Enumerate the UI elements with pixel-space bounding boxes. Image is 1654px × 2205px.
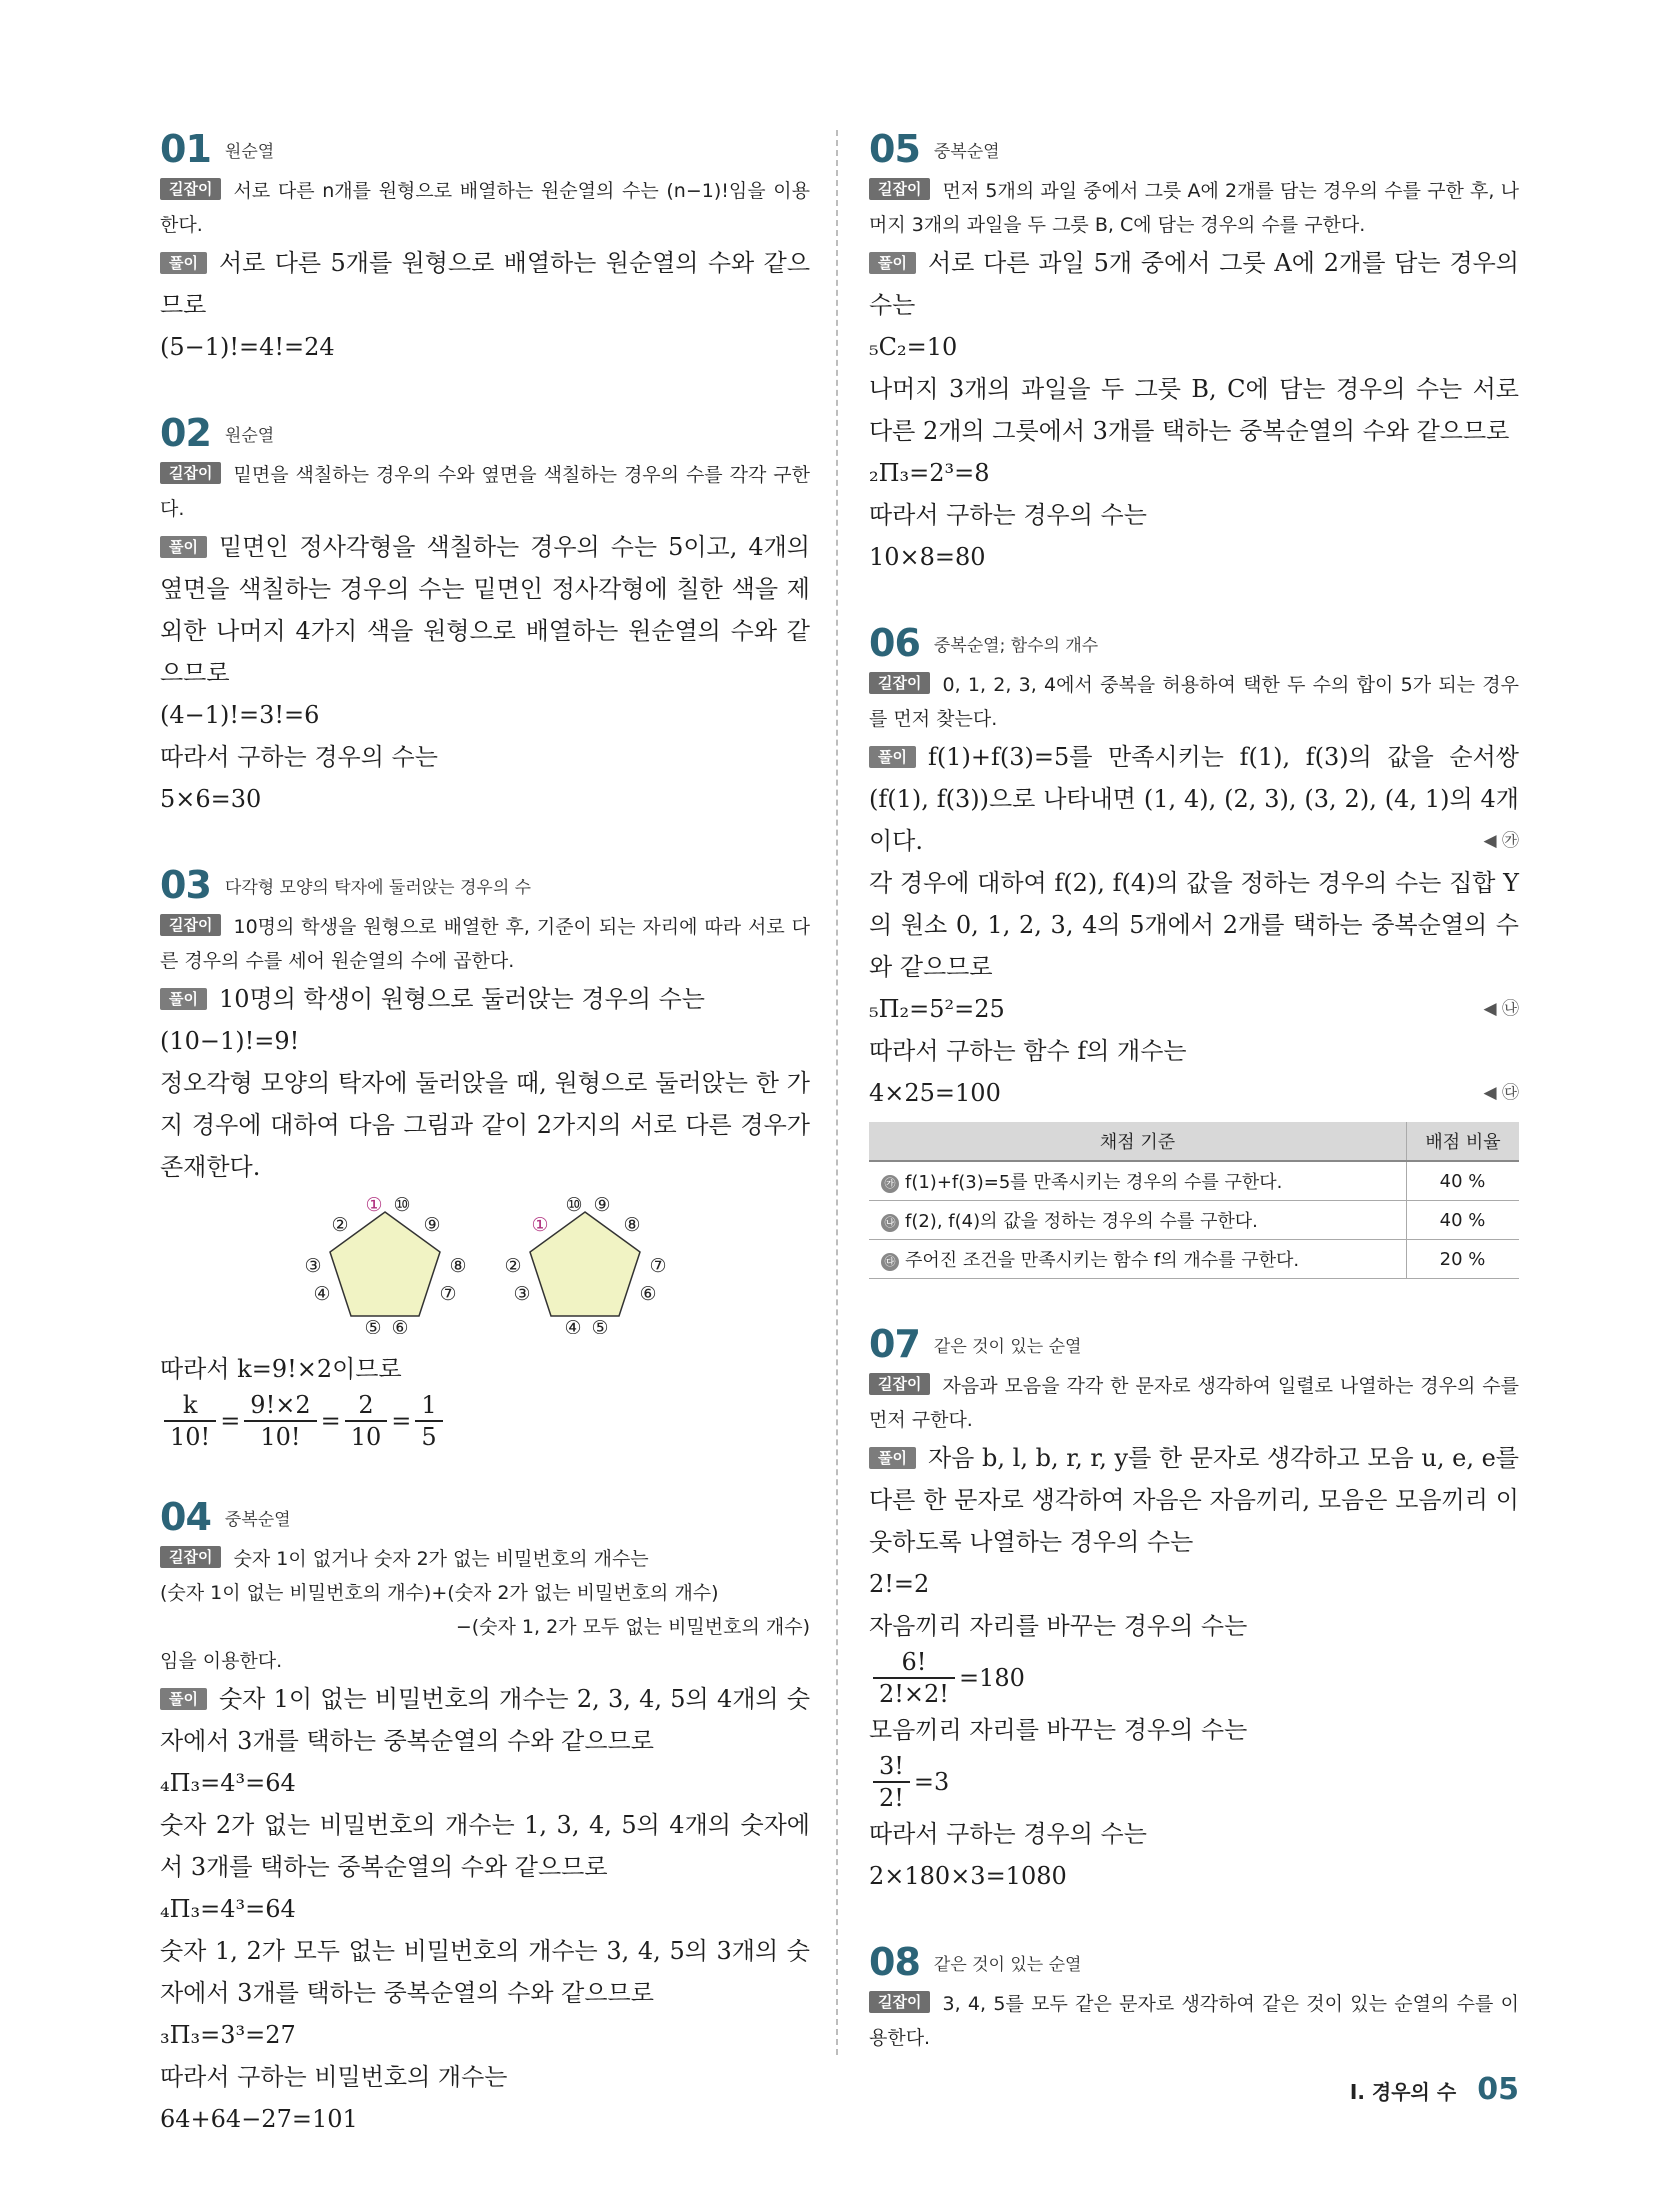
problem-topic: 중복순열; 함수의 개수 xyxy=(933,636,1099,656)
problem-08 xyxy=(869,1941,1519,2055)
table-header: 채점 기준 xyxy=(869,1122,1407,1161)
problem-06 xyxy=(869,622,1519,1279)
hint-label: 길잡이 xyxy=(869,1373,930,1395)
problem-number: 06 xyxy=(869,621,920,665)
hint-text: 길잡이 0, 1, 2, 3, 4에서 중복을 허용하여 택한 두 수의 합이 5가 되는 경우를 먼저 찾는다. xyxy=(869,674,1519,730)
problem-05 xyxy=(869,128,1519,578)
solution-label: 풀이 xyxy=(160,988,207,1010)
solution-text: 따라서 구하는 경우의 수는 xyxy=(869,1820,1147,1848)
pentagon-figure-1 xyxy=(300,1194,470,1334)
problem-02 xyxy=(160,412,810,820)
seat-label: ① xyxy=(365,1194,383,1216)
equation: (10−1)!=9! xyxy=(160,1027,300,1055)
fraction-equation: $\frac{6!}{2!\times 2!}$ =180 xyxy=(869,1647,1519,1709)
pentagon-figures xyxy=(160,1194,810,1334)
solution-text: 따라서 구하는 경우의 수는 xyxy=(160,743,438,771)
solution-label: 풀이 xyxy=(869,1447,916,1469)
page-number: 05 xyxy=(1477,2072,1519,2107)
right-column xyxy=(869,128,1519,2099)
solution-text: 정오각형 모양의 탁자에 둘러앉을 때, 원형으로 둘러앉는 한 가지 경우에 대하여 다음 그림과 같이 2가지의 서로 다른 경우가 존재한다. xyxy=(160,1069,810,1181)
solution-text: 풀이 서로 다른 과일 5개 중에서 그릇 A에 2개를 담는 경우의 수는 xyxy=(869,249,1519,319)
solution-text: 자음끼리 자리를 바꾸는 경우의 수는 xyxy=(869,1612,1248,1640)
hint-label: 길잡이 xyxy=(160,462,221,484)
hint-text: 길잡이 서로 다른 n개를 원형으로 배열하는 원순열의 수는 (n−1)!임을 이용한다. xyxy=(160,180,810,236)
hint-text: −(숫자 1, 2가 모두 없는 비밀번호의 개수) xyxy=(455,1616,810,1638)
equation: 10×8=80 xyxy=(869,543,986,571)
solution-text: 모음끼리 자리를 바꾸는 경우의 수는 xyxy=(869,1716,1248,1744)
hint-label: 길잡이 xyxy=(869,1991,930,2013)
problem-number: 03 xyxy=(160,863,211,907)
hint-label: 길잡이 xyxy=(869,672,930,694)
seat-label: ⑤ xyxy=(364,1317,382,1334)
solution-text: 풀이 10명의 학생이 원형으로 둘러앉는 경우의 수는 xyxy=(160,978,810,1020)
page-footer xyxy=(1350,2072,1519,2107)
problem-03 xyxy=(160,864,810,1452)
equation: 2!=2 xyxy=(869,1570,930,1598)
solution-text: 숫자 1, 2가 모두 없는 비밀번호의 개수는 3, 4, 5의 3개의 숫자에서 3개를 택하는 중복순열의 수와 같으므로 xyxy=(160,1937,810,2007)
seat-label: ④ xyxy=(313,1283,331,1305)
seat-label: ⑨ xyxy=(423,1214,441,1236)
seat-label: ⑨ xyxy=(593,1194,611,1216)
hint-label: 길잡이 xyxy=(160,914,221,936)
problem-topic: 같은 것이 있는 순열 xyxy=(933,1337,1082,1357)
hint-text: 길잡이 먼저 5개의 과일 중에서 그릇 A에 2개를 담는 경우의 수를 구한 후, 나머지 3개의 과일을 두 그릇 B, C에 담는 경우의 수를 구한다. xyxy=(869,180,1519,236)
fraction-equation: $\frac{3!}{2!}$ =3 xyxy=(869,1751,1519,1813)
problem-topic: 같은 것이 있는 순열 xyxy=(933,1955,1082,1975)
table-header: 배점 비율 xyxy=(1407,1122,1520,1161)
step-marker: ◀ ㉯ xyxy=(1483,999,1519,1019)
equation: ₅Π₂=5²=25 ◀ ㉯ xyxy=(869,988,1519,1030)
solution-label: 풀이 xyxy=(160,1688,207,1710)
equation: 64+64−27=101 xyxy=(160,2105,358,2133)
table-row: ㉮ f(1)+f(3)=5를 만족시키는 경우의 수를 구한다. 40 % xyxy=(869,1161,1519,1201)
table-row: ㉯ f(2), f(4)의 값을 정하는 경우의 수를 구한다. 40 % xyxy=(869,1201,1519,1240)
seat-label: ⑩ xyxy=(393,1194,411,1216)
equation: 4×25=100 ◀ ㉰ xyxy=(869,1072,1519,1114)
problem-number: 02 xyxy=(160,411,211,455)
solution-text: 풀이 자음 b, l, b, r, r, y를 한 문자로 생각하고 모음 u, e, e를 다른 한 문자로 생각하여 자음은 자음끼리, 모음은 모음끼리 이웃하도록 나열하는 경우의 수는 xyxy=(869,1444,1519,1556)
solution-label: 풀이 xyxy=(869,252,916,274)
solution-label: 풀이 xyxy=(869,746,916,768)
solution-text: 풀이 f(1)+f(3)=5를 만족시키는 f(1), f(3)의 값을 순서쌍 (f(1), f(3))으로 나타내면 (1, 4), (2, 3), (3, 2), (4, 1)의 4개이다. ◀ ㉮ xyxy=(869,736,1519,862)
solution-text: 따라서 구하는 비밀번호의 개수는 xyxy=(160,2063,508,2091)
seat-label: ⑦ xyxy=(439,1283,457,1305)
equation: ₅C₂=10 xyxy=(869,333,958,361)
step-marker: ◀ ㉰ xyxy=(1483,1083,1519,1103)
hint-text: 길잡이 자음과 모음을 각각 한 문자로 생각하여 일렬로 나열하는 경우의 수를 먼저 구한다. xyxy=(869,1375,1519,1431)
seat-label: ④ xyxy=(564,1317,582,1334)
solution-text: 따라서 구하는 함수 f의 개수는 xyxy=(869,1037,1187,1065)
problem-07 xyxy=(869,1323,1519,1897)
solution-text: 풀이 밑면인 정사각형을 색칠하는 경우의 수는 5이고, 4개의 옆면을 색칠하는 경우의 수는 밑면인 정사각형에 칠한 색을 제외한 나머지 4가지 색을 원형으로 배열하는 원순열의 수와 같으므로 xyxy=(160,533,810,687)
equation: ₃Π₃=3³=27 xyxy=(160,2021,296,2049)
solution-label: 풀이 xyxy=(160,536,207,558)
seat-label: ③ xyxy=(513,1283,531,1305)
table-row: ㉰ 주어진 조건을 만족시키는 함수 f의 개수를 구한다. 20 % xyxy=(869,1240,1519,1279)
seat-label: ⑩ xyxy=(565,1194,583,1216)
hint-text: 길잡이 3, 4, 5를 모두 같은 문자로 생각하여 같은 것이 있는 순열의 수를 이용한다. xyxy=(869,1993,1519,2049)
hint-label: 길잡이 xyxy=(869,178,930,200)
seat-label: ⑦ xyxy=(649,1255,667,1277)
hint-label: 길잡이 xyxy=(160,178,221,200)
hint-text: 길잡이 밑면을 색칠하는 경우의 수와 옆면을 색칠하는 경우의 수를 각각 구한다. xyxy=(160,464,810,520)
problem-number: 08 xyxy=(869,1940,920,1984)
seat-label: ① xyxy=(531,1214,549,1236)
fraction-equation: $\frac{k}{10!}$ = $\frac{9!\times 2}{10!}$ = $\frac{2}{10}$ = $\frac{1}{5}$ xyxy=(160,1390,810,1452)
solution-label: 풀이 xyxy=(160,252,207,274)
hint-text: 길잡이 숫자 1이 없거나 숫자 2가 없는 비밀번호의 개수는 xyxy=(160,1542,810,1576)
step-marker: ◀ ㉮ xyxy=(1483,831,1519,851)
equation: ₂Π₃=2³=8 xyxy=(869,459,990,487)
seat-label: ⑥ xyxy=(639,1283,657,1305)
seat-label: ② xyxy=(504,1255,522,1277)
problem-topic: 다각형 모양의 탁자에 둘러앉는 경우의 수 xyxy=(224,878,532,898)
solution-text: 따라서 구하는 경우의 수는 xyxy=(869,501,1147,529)
equation: 2×180×3=1080 xyxy=(869,1862,1067,1890)
equation: (4−1)!=3!=6 xyxy=(160,701,320,729)
column-divider xyxy=(836,130,838,2055)
solution-text: 나머지 3개의 과일을 두 그릇 B, C에 담는 경우의 수는 서로 다른 2개의 그릇에서 3개를 택하는 중복순열의 수와 같으므로 xyxy=(869,375,1519,445)
section-title: Ⅰ. 경우의 수 xyxy=(1349,2080,1457,2104)
seat-label: ② xyxy=(331,1214,349,1236)
solution-text: 풀이 서로 다른 5개를 원형으로 배열하는 원순열의 수와 같으므로 xyxy=(160,249,810,319)
problem-04 xyxy=(160,1496,810,2140)
problem-number: 05 xyxy=(869,127,920,171)
seat-label: ⑧ xyxy=(623,1214,641,1236)
hint-text: 길잡이 10명의 학생을 원형으로 배열한 후, 기준이 되는 자리에 따라 서로 다른 경우의 수를 세어 원순열의 수에 곱한다. xyxy=(160,916,810,972)
hint-label: 길잡이 xyxy=(160,1546,221,1568)
equation: ₄Π₃=4³=64 xyxy=(160,1895,296,1923)
seat-label: ⑥ xyxy=(391,1317,409,1334)
left-column xyxy=(160,128,810,2184)
equation: (5−1)!=4!=24 xyxy=(160,333,335,361)
seat-label: ③ xyxy=(304,1255,322,1277)
problem-number: 07 xyxy=(869,1322,920,1366)
pentagon-figure-2 xyxy=(500,1194,670,1334)
seat-label: ⑧ xyxy=(449,1255,467,1277)
problem-topic: 중복순열 xyxy=(224,1510,291,1530)
solution-text: 따라서 k=9!×2이므로 xyxy=(160,1355,402,1383)
equation: 5×6=30 xyxy=(160,785,262,813)
equation: ₄Π₃=4³=64 xyxy=(160,1769,296,1797)
problem-topic: 원순열 xyxy=(224,142,275,162)
scoring-table xyxy=(869,1122,1519,1279)
hint-text: (숫자 1이 없는 비밀번호의 개수)+(숫자 2가 없는 비밀번호의 개수) xyxy=(160,1582,719,1604)
solution-text: 풀이 숫자 1이 없는 비밀번호의 개수는 2, 3, 4, 5의 4개의 숫자에서 3개를 택하는 중복순열의 수와 같으므로 xyxy=(160,1685,810,1755)
problem-topic: 중복순열 xyxy=(933,142,1000,162)
problem-number: 04 xyxy=(160,1495,211,1539)
hint-text: 임을 이용한다. xyxy=(160,1650,283,1672)
solution-text: 숫자 2가 없는 비밀번호의 개수는 1, 3, 4, 5의 4개의 숫자에서 3개를 택하는 중복순열의 수와 같으므로 xyxy=(160,1811,810,1881)
seat-label: ⑤ xyxy=(591,1317,609,1334)
solution-text: 각 경우에 대하여 f(2), f(4)의 값을 정하는 경우의 수는 집합 Y의 원소 0, 1, 2, 3, 4의 5개에서 2개를 택하는 중복순열의 수와 같으므로 xyxy=(869,869,1519,981)
problem-topic: 원순열 xyxy=(224,426,275,446)
problem-number: 01 xyxy=(160,127,211,171)
problem-01 xyxy=(160,128,810,368)
